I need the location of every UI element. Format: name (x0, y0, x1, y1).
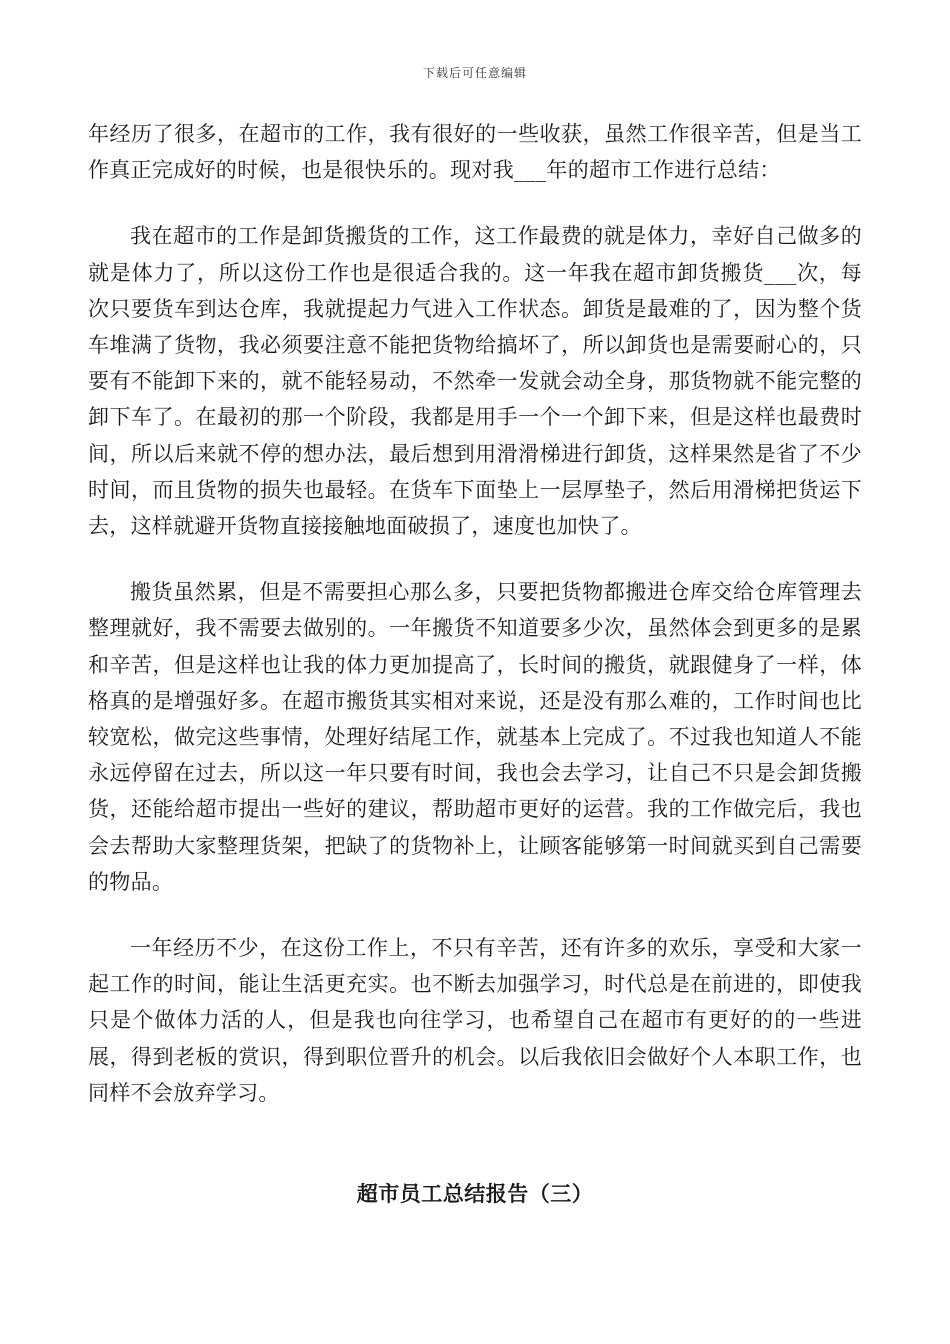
paragraph-2: 我在超市的工作是卸货搬货的工作，这工作最费的就是体力，幸好自己做多的就是体力了，所以这份工作也是很适合我的。这一年我在超市卸货搬货___次，每次只要货车到达仓库，我就提起力气进入工作状态。卸货是最难的了，因为整个货车堆满了货物，我必须要注意不能把货物给搞坏了，所以卸货也是需要耐心的，只要有不能卸下来的，就不能轻易动，不然牵一发就会动全身，那货物就不能完整的卸下车了。在最初的那一个阶段，我都是用手一个一个卸下来，但是这样也最费时间，所以后来就不停的想办法，最后想到用滑滑梯进行卸货，这样果然是省了不少时间，而且货物的损失也最轻。在货车下面垫上一层厚垫子，然后用滑梯把货运下去，这样就避开货物直接接触地面破损了，速度也加快了。 (88, 224, 862, 539)
paragraph-3: 搬货虽然累，但是不需要担心那么多，只要把货物都搬进仓库交给仓库管理去整理就好，我不需要去做别的。一年搬货不知道要多少次，虽然体会到更多的是累和辛苦，但是这样也让我的体力更加提高了，长时间的搬货，就跟健身了一样，体格真的是增强好多。在超市搬货其实相对来说，还是没有那么难的，工作时间也比较宽松，做完这些事情，处理好结尾工作，就基本上完成了。不过我也知道人不能永远停留在过去，所以这一年只要有时间，我也会去学习，让自己不只是会卸货搬货，还能给超市提出一些好的建议，帮助超市更好的运营。我的工作做完后，我也会去帮助大家整理货架，把缺了的货物补上，让顾客能够第一时间就买到自己需要的物品。 (88, 580, 862, 894)
page-header-note: 下载后可任意编辑 (422, 66, 527, 80)
paragraph-4: 一年经历不少，在这份工作上，不只有辛苦，还有许多的欢乐，享受和大家一起工作的时间，能让生活更充实。也不断去加强学习，时代总是在前进的，即使我只是个做体力活的人，但是我也向往学习，也希望自己在超市有更好的的一些进展，得到老板的赏识，得到职位晋升的机会。以后我依旧会做好个人本职工作，也同样不会放弃学习。 (88, 936, 862, 1105)
document-body (88, 116, 862, 1141)
section-heading: 超市员工总结报告（三） (356, 1181, 594, 1206)
paragraph-1: 年经历了很多，在超市的工作，我有很好的一些收获，虽然工作很辛苦，但是当工作真正完成好的时候，也是很快乐的。现对我___年的超市工作进行总结： (88, 122, 862, 183)
